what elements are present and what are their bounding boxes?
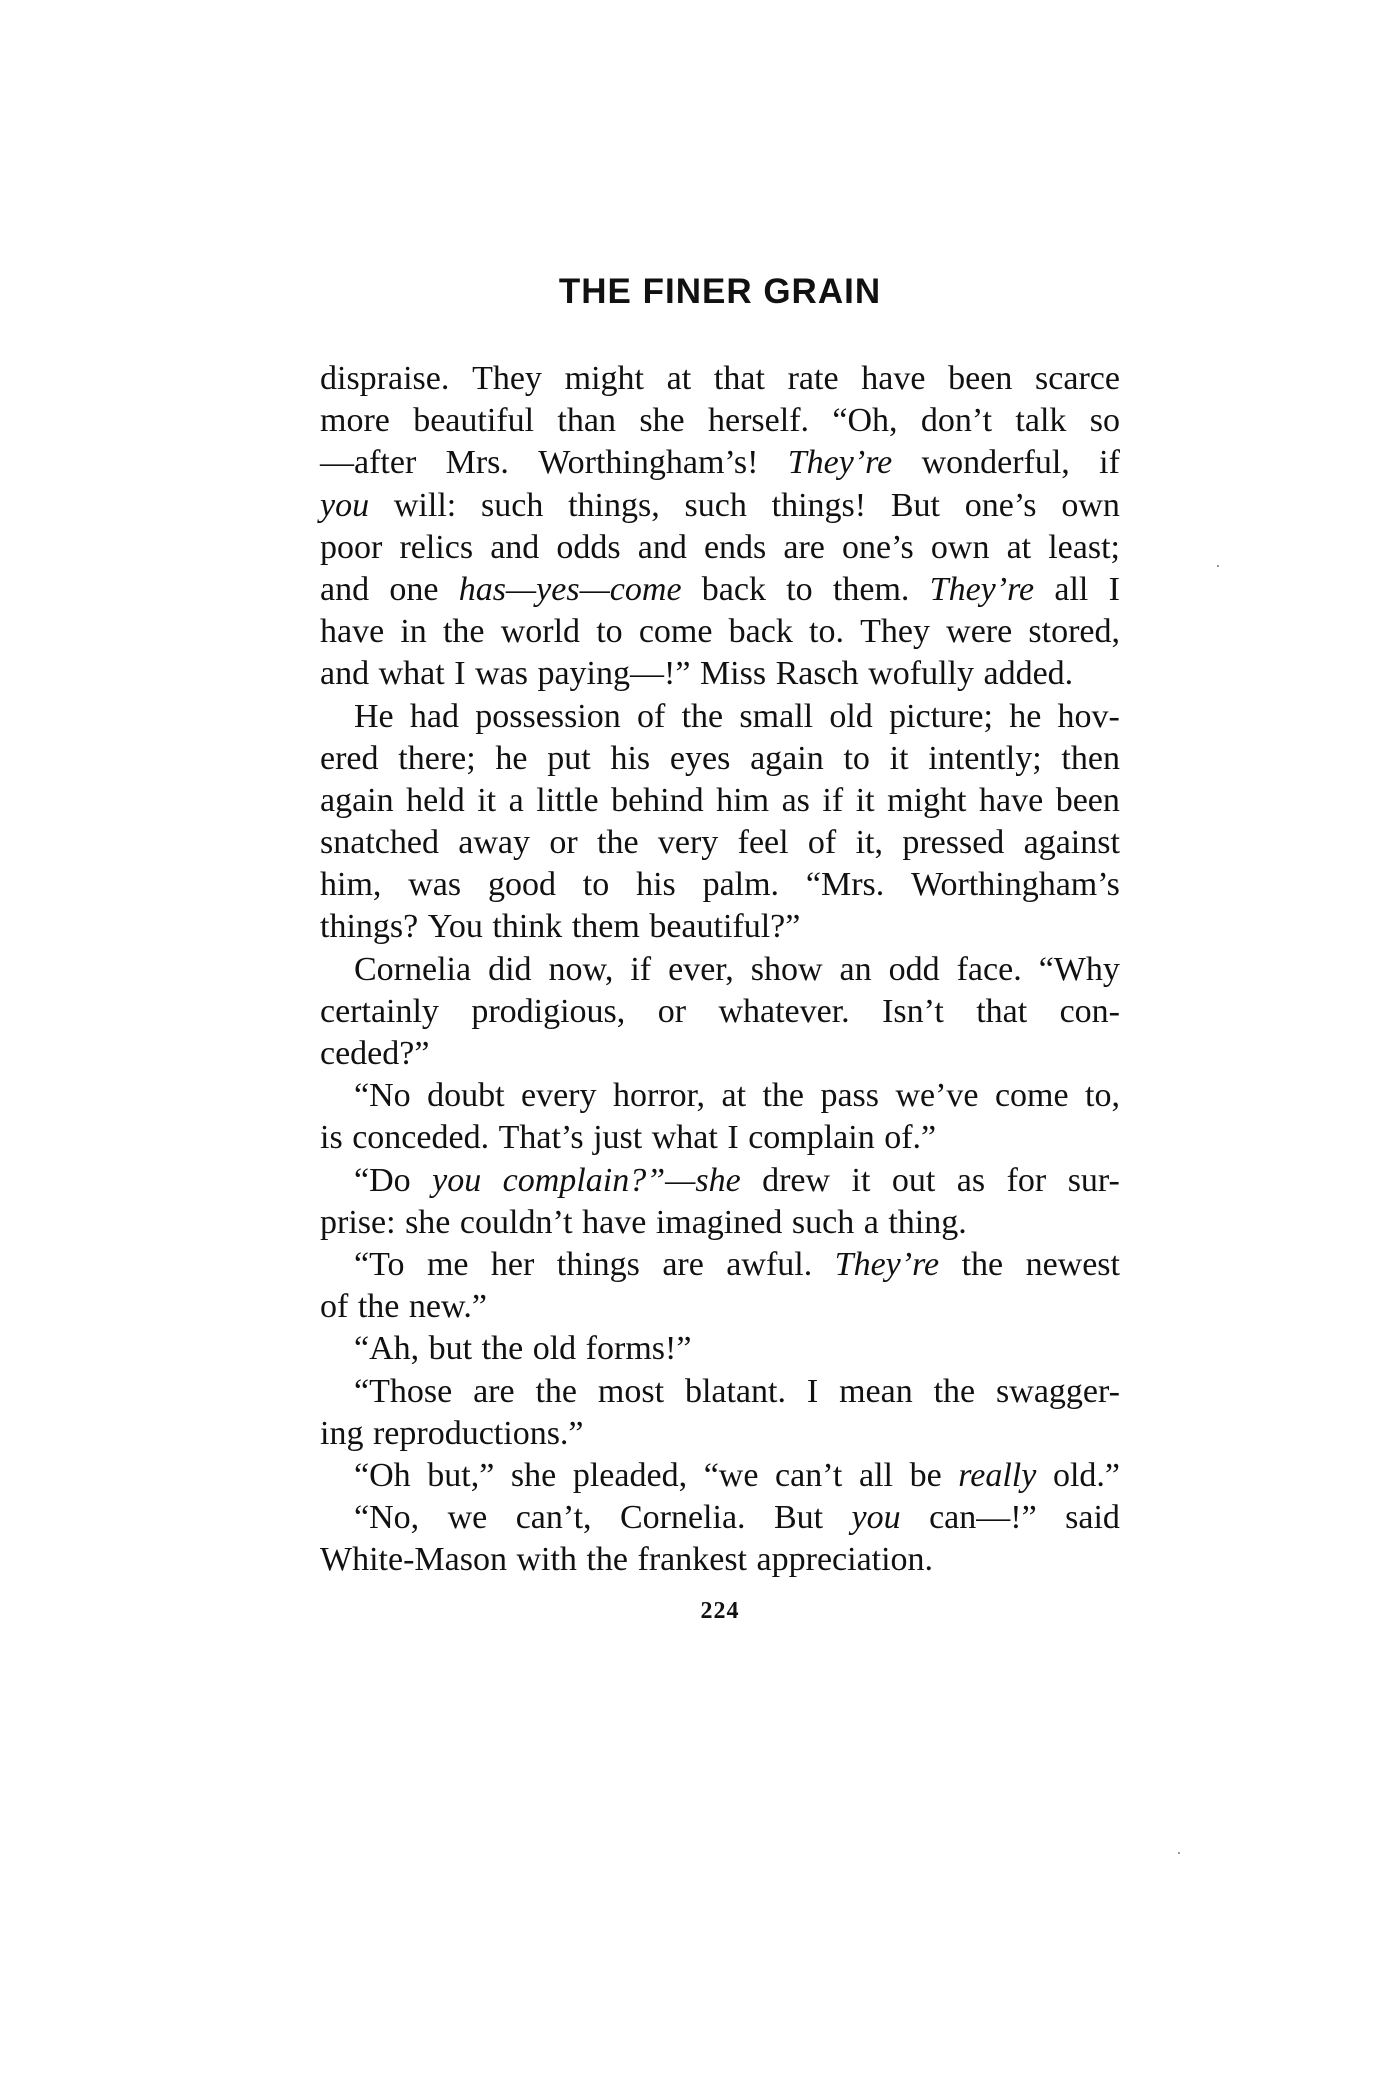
text-line: “No, we can’t, Cornelia. But you can—!” said <box>354 1499 1120 1537</box>
text-line: is conceded. That’s just what I complain of.” <box>320 1119 937 1157</box>
text-line: Cornelia did now, if ever, show an odd face. “Why <box>354 950 1120 988</box>
text-line: dispraise. They might at that rate have been scarce <box>320 360 1120 397</box>
body-text <box>320 358 1120 1581</box>
paper-speck <box>1178 1852 1180 1854</box>
text-line: “Ah, but the old forms!” <box>354 1330 692 1368</box>
text-line: certainly prodigious, or whatever. Isn’t that con- <box>320 992 1120 1030</box>
text-line: He had possession of the small old picture; he hov- <box>354 697 1120 735</box>
text-line: “Those are the most blatant. I mean the swagger- <box>354 1372 1120 1410</box>
text-line: ing reproductions.” <box>320 1414 584 1452</box>
text-line: things? You think them beautiful?” <box>320 908 801 946</box>
text-line: ceded?” <box>320 1035 430 1072</box>
text-line: more beautiful than she herself. “Oh, don’t talk so <box>320 402 1120 440</box>
text-line: snatched away or the very feel of it, pressed against <box>320 824 1120 862</box>
text-line: “Oh but,” she pleaded, “we can’t all be really old.” <box>354 1456 1120 1494</box>
text-line: have in the world to come back to. They were stored, <box>320 613 1120 651</box>
text-line: again held it a little behind him as if it might have been <box>320 781 1120 819</box>
text-line: prise: she couldn’t have imagined such a thing. <box>320 1203 967 1241</box>
text-line: “To me her things are awful. They’re the newest <box>354 1245 1120 1283</box>
text-line: “No doubt every horror, at the pass we’ve come to, <box>354 1077 1120 1115</box>
text-line: of the new.” <box>320 1288 487 1326</box>
text-line: “Do you complain?”—she drew it out as for sur- <box>354 1161 1120 1199</box>
text-line: poor relics and odds and ends are one’s own at least; <box>320 528 1120 566</box>
text-line: —after Mrs. Worthingham’s! They’re wonderful, if <box>320 444 1120 482</box>
text-line: and what I was paying—!” Miss Rasch wofully added. <box>320 655 1074 693</box>
paper-speck <box>1217 565 1219 567</box>
page-number: 224 <box>700 1598 740 1624</box>
text-line: you will: such things, such things! But one’s own <box>320 486 1120 524</box>
text-line: and one has—yes—come back to them. They’re all I <box>320 570 1120 608</box>
text-line: him, was good to his palm. “Mrs. Worthingham’s <box>320 866 1120 904</box>
text-line: White-Mason with the frankest appreciation. <box>320 1541 934 1579</box>
running-head: THE FINER GRAIN <box>558 272 882 311</box>
text-line: ered there; he put his eyes again to it intently; then <box>320 739 1120 777</box>
